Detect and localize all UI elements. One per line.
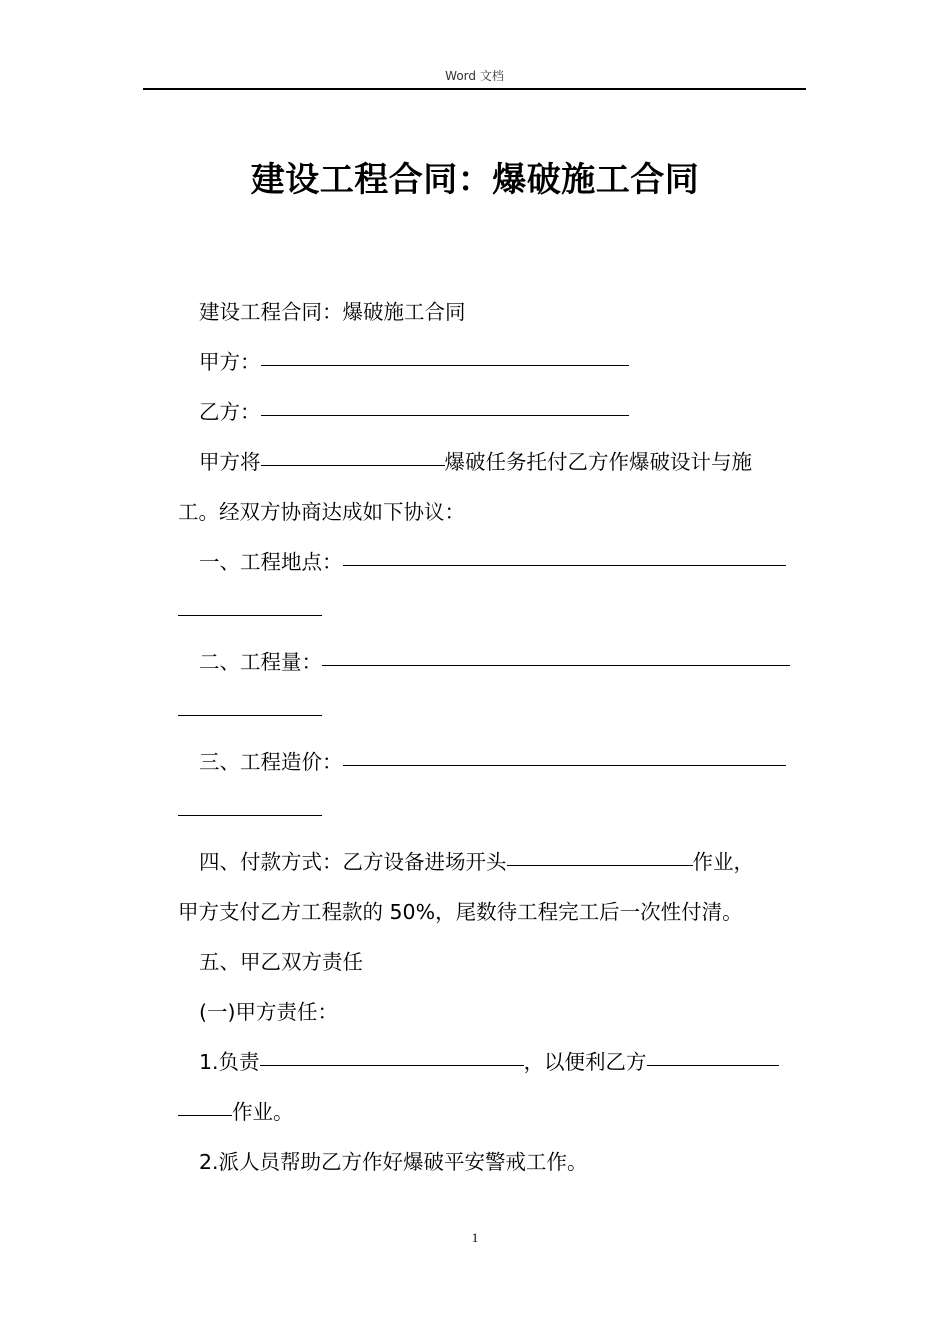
party-a-label: 甲方：	[199, 350, 261, 374]
party-b-line	[178, 387, 806, 437]
item-1-label: 一、工程地点：	[199, 550, 343, 574]
party-b-label: 乙方：	[199, 400, 261, 424]
entrust-text-end: 爆破任务托付乙方作爆破设计与施	[444, 450, 752, 474]
resp-1-line2	[178, 1087, 806, 1137]
party-b-blank[interactable]	[261, 389, 629, 416]
resp-1-text-start: 1.负责	[199, 1050, 260, 1074]
entrust-text-start: 甲方将	[199, 450, 261, 474]
cost-blank[interactable]	[343, 739, 786, 766]
paragraph-entrust-line1	[178, 437, 806, 487]
party-a-blank[interactable]	[261, 339, 629, 366]
blasting-task-blank[interactable]	[261, 439, 445, 466]
entrust-text-cont: 工。经双方协商达成如下协议：	[178, 500, 465, 524]
cost-blank-cont[interactable]	[178, 789, 322, 816]
page-header	[143, 66, 806, 90]
item-4-payment-line1	[178, 837, 806, 887]
item-3-cost-line	[178, 737, 806, 787]
item-2-quantity-cont	[178, 687, 806, 737]
resp-1-blank-2[interactable]	[647, 1039, 779, 1066]
page-number: 1	[471, 1230, 479, 1245]
item-4-payment-line2	[178, 887, 806, 937]
responsibilities-heading: 五、甲乙双方责任	[199, 950, 363, 974]
item-3-label: 三、工程造价：	[199, 750, 343, 774]
party-a-line	[178, 337, 806, 387]
item-1-location-cont	[178, 587, 806, 637]
resp-1-text-mid: ，以便利乙方	[523, 1050, 647, 1074]
paragraph-contract-name	[178, 287, 806, 337]
resp-1-text-end: 作业。	[232, 1100, 294, 1124]
quantity-blank[interactable]	[322, 639, 790, 666]
resp-2-text: 2.派人员帮助乙方作好爆破平安警戒工作。	[199, 1150, 588, 1174]
party-a-resp-label: (一)甲方责任：	[199, 1000, 338, 1024]
payment-blank[interactable]	[507, 839, 693, 866]
document-body	[178, 287, 806, 1187]
header-text: Word 文档	[445, 69, 504, 83]
paragraph-entrust-line2	[178, 487, 806, 537]
resp-2-line	[178, 1137, 806, 1187]
item-5-heading	[178, 937, 806, 987]
payment-text-end: 作业，	[692, 850, 754, 874]
location-blank-cont[interactable]	[178, 589, 322, 616]
item-2-quantity-line	[178, 637, 806, 687]
contract-name-text: 建设工程合同：爆破施工合同	[199, 300, 466, 324]
item-1-location-line	[178, 537, 806, 587]
quantity-blank-cont[interactable]	[178, 689, 322, 716]
location-blank[interactable]	[343, 539, 786, 566]
party-a-responsibilities-heading	[178, 987, 806, 1037]
resp-1-blank-2-cont[interactable]	[178, 1089, 232, 1116]
resp-1-blank-1[interactable]	[260, 1039, 524, 1066]
payment-text-cont: 甲方支付乙方工程款的 50%，尾数待工程完工后一次性付清。	[178, 900, 743, 924]
payment-text-start: 四、付款方式：乙方设备进场开头	[199, 850, 507, 874]
item-2-label: 二、工程量：	[199, 650, 322, 674]
document-title: 建设工程合同：爆破施工合同	[250, 160, 700, 200]
resp-1-line1	[178, 1037, 806, 1087]
item-3-cost-cont	[178, 787, 806, 837]
